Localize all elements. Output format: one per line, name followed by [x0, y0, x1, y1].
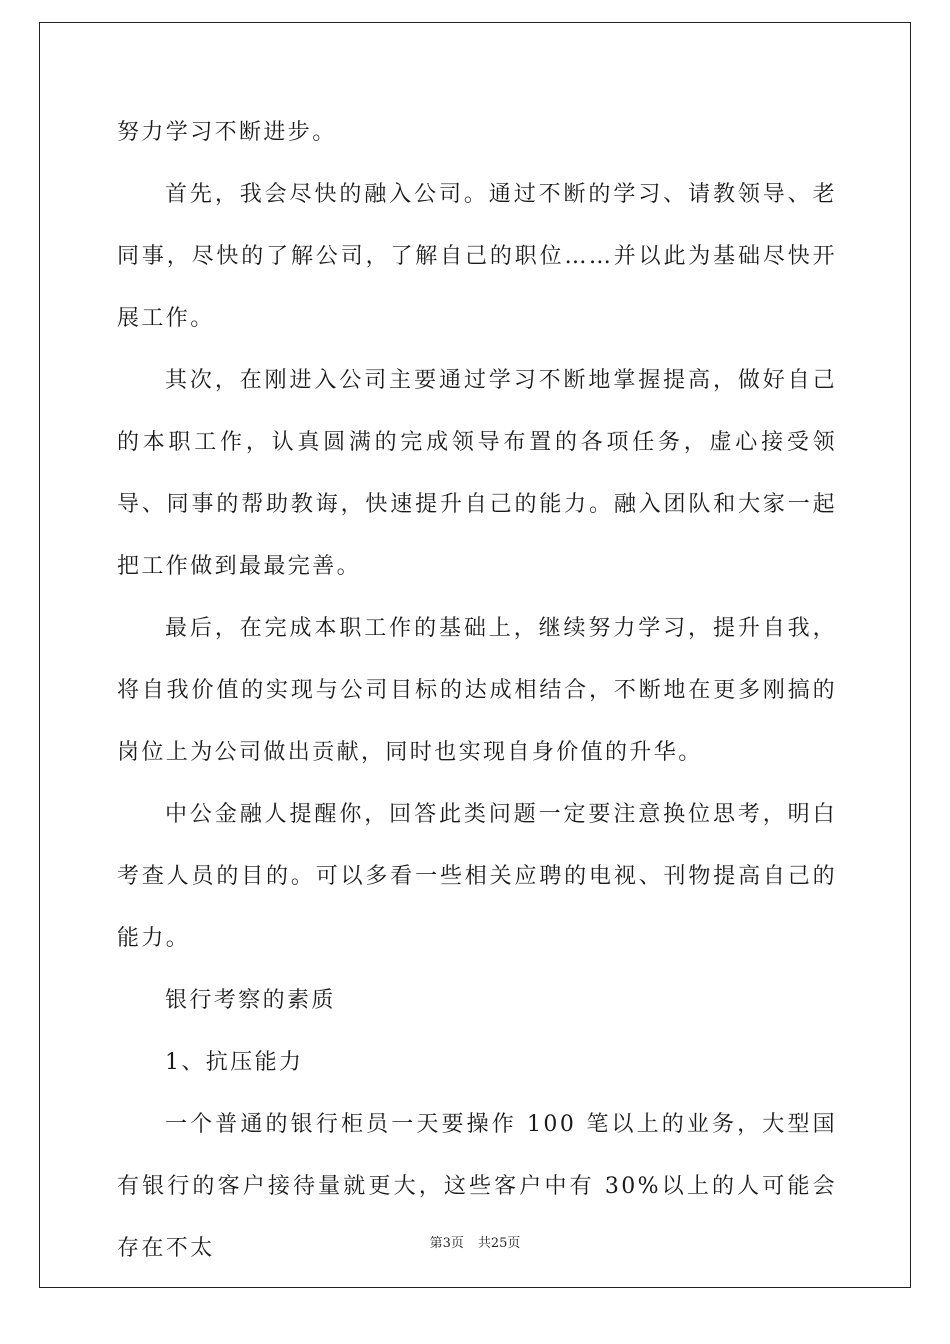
page-footer: [0, 1232, 950, 1251]
paragraph: 中公金融人提醒你，回答此类问题一定要注意换位思考，明白考查人员的目的。可以多看一些相关应聘的电视、刊物提高自己的能力。: [117, 802, 837, 951]
section-heading: 银行考察的素质: [165, 988, 336, 1013]
total-pages: 共25页: [477, 1236, 521, 1251]
paragraph: 最后，在完成本职工作的基础上，继续努力学习，提升自我，将自我价值的实现与公司目标的达成相结合，不断地在更多刚搞的岗位上为公司做出贡献，同时也实现自身价值的升华。: [117, 616, 837, 765]
paragraph: 其次，在刚进入公司主要通过学习不断地掌握提高，做好自己的本职工作，认真圆满的完成领导布置的各项任务，虚心接受领导、同事的帮助教诲，快速提升自己的能力。融入团队和大家一起把工作做到最最完善。: [117, 368, 837, 579]
document-body: [117, 102, 837, 1280]
paragraph: 一个普通的银行柜员一天要操作 100 笔以上的业务，大型国有银行的客户接待量就更大，这些客户中有 30%以上的人可能会存在不太: [117, 1112, 837, 1261]
page-number: 第3页: [429, 1236, 464, 1251]
subsection-heading: 1、抗压能力: [165, 1050, 304, 1075]
paragraph: 首先，我会尽快的融入公司。通过不断的学习、请教领导、老同事，尽快的了解公司，了解自己的职位……并以此为基础尽快开展工作。: [117, 182, 837, 331]
paragraph: 努力学习不断进步。: [117, 120, 337, 145]
